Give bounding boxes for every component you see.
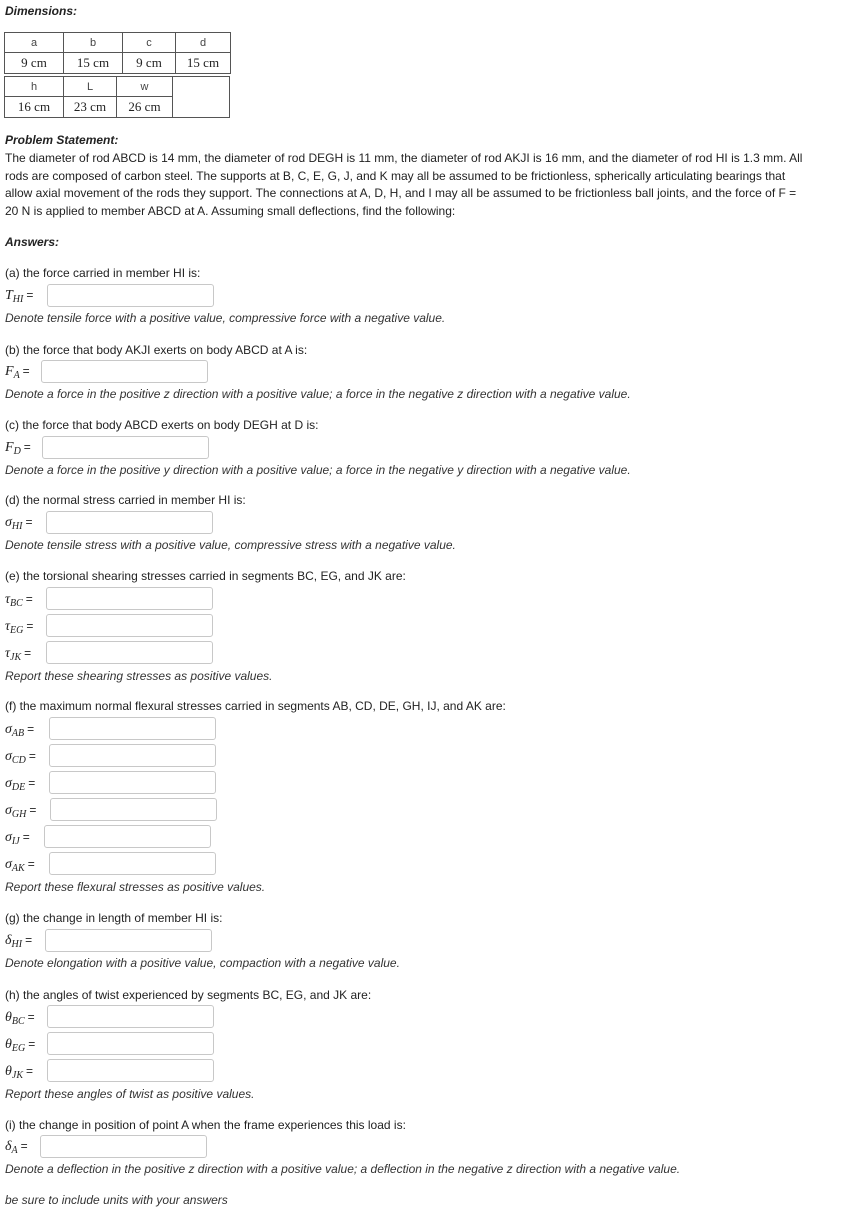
label-F-A: $F_A$ =: [5, 364, 30, 381]
dim-value-w: 26 cm: [117, 97, 173, 118]
dim-value-L: 23 cm: [64, 97, 117, 118]
problem-line: allow axial movement of the rods they support. The connections at A, D, H, and I may all be assumed to be frictionless ball joints, and the force of F =: [5, 186, 797, 200]
question-i: (i) the change in position of point A when the frame experiences this load is:: [5, 1118, 406, 1132]
problem-line: 20 N is applied to member ABCD at A. Assuming small deflections, find the following:: [5, 203, 456, 218]
dimensions-table-2: [4, 76, 230, 118]
question-b: (b) the force that body AKJI exerts on body ABCD at A is:: [5, 343, 308, 357]
dim-value-a: 9 cm: [5, 53, 64, 74]
answer-input-sigma-AB[interactable]: [49, 717, 216, 740]
answer-input-theta-EG[interactable]: [47, 1032, 214, 1055]
question-a: (a) the force carried in member HI is:: [5, 266, 201, 280]
note-c: Denote a force in the positive y direction with a positive value; a force in the negative y direction with a negative value.: [5, 463, 631, 477]
note-i: Denote a deflection in the positive z direction with a positive value; a deflection in the negative z direction with a negative value.: [5, 1162, 681, 1176]
dim-header-h: h: [5, 77, 64, 97]
note-d: Denote tensile stress with a positive value, compressive stress with a negative value.: [5, 538, 456, 552]
answer-input-delta-A[interactable]: [40, 1135, 207, 1158]
answer-input-sigma-CD[interactable]: [49, 744, 216, 767]
dim-header-b: b: [64, 33, 123, 53]
note-e: Report these shearing stresses as positive values.: [5, 669, 273, 683]
dim-value-h: 16 cm: [5, 97, 64, 118]
footer-note: be sure to include units with your answers: [5, 1193, 228, 1207]
label-sigma-CD: $\sigma_{CD}$ =: [5, 749, 36, 766]
label-F-D: $F_D$ =: [5, 440, 31, 457]
answer-input-sigma-IJ[interactable]: [44, 825, 211, 848]
label-sigma-IJ: $\sigma_{IJ}$ =: [5, 830, 30, 847]
answer-input-sigma-DE[interactable]: [49, 771, 216, 794]
answer-input-theta-BC[interactable]: [47, 1005, 214, 1028]
dimensions-table-1: [4, 32, 231, 74]
answer-input-tau-JK[interactable]: [46, 641, 213, 664]
label-theta-BC: $\theta_{BC}$ =: [5, 1010, 35, 1027]
answer-input-tau-EG[interactable]: [46, 614, 213, 637]
question-d: (d) the normal stress carried in member HI is:: [5, 493, 246, 507]
label-tau-BC: $\tau_{BC}$ =: [5, 592, 33, 609]
problem-line: The diameter of rod ABCD is 14 mm, the diameter of rod DEGH is 11 mm, the diameter of rod AKJI is 16 mm, and the diameter of rod HI is 1.3 mm. All: [5, 151, 803, 165]
question-g: (g) the change in length of member HI is:: [5, 911, 223, 925]
dim-header-a: a: [5, 33, 64, 53]
problem-statement: [5, 150, 845, 220]
dim-value-c: 9 cm: [123, 53, 176, 74]
answer-input-T-HI[interactable]: [47, 284, 214, 307]
question-c: (c) the force that body ABCD exerts on body DEGH at D is:: [5, 418, 319, 432]
answer-input-tau-BC[interactable]: [46, 587, 213, 610]
dim-empty-cell: [173, 77, 230, 118]
answer-input-F-D[interactable]: [42, 436, 209, 459]
label-sigma-GH: $\sigma_{GH}$ =: [5, 803, 37, 820]
answer-input-sigma-HI[interactable]: [46, 511, 213, 534]
dim-header-c: c: [123, 33, 176, 53]
question-f: (f) the maximum normal flexural stresses carried in segments AB, CD, DE, GH, IJ, and AK are:: [5, 699, 506, 713]
note-a: Denote tensile force with a positive value, compressive force with a negative value.: [5, 311, 446, 325]
label-sigma-AK: $\sigma_{AK}$ =: [5, 857, 35, 874]
answer-input-sigma-AK[interactable]: [49, 852, 216, 875]
label-tau-EG: $\tau_{EG}$ =: [5, 619, 34, 636]
dim-header-w: w: [117, 77, 173, 97]
dimensions-heading: Dimensions:: [5, 4, 78, 18]
dim-value-b: 15 cm: [64, 53, 123, 74]
answers-heading: Answers:: [5, 235, 60, 249]
label-sigma-AB: $\sigma_{AB}$ =: [5, 722, 35, 739]
dim-value-d: 15 cm: [176, 53, 231, 74]
answer-input-theta-JK[interactable]: [47, 1059, 214, 1082]
answer-input-sigma-GH[interactable]: [50, 798, 217, 821]
label-T-HI: $T_{HI}$ =: [5, 288, 34, 305]
problem-heading: Problem Statement:: [5, 133, 119, 147]
note-h: Report these angles of twist as positive values.: [5, 1087, 255, 1101]
problem-line: rods are composed of carbon steel. The supports at B, C, E, G, J, and K may all be assumed to be frictionless, spherically articulating bearings that: [5, 168, 786, 183]
label-sigma-HI: $\sigma_{HI}$ =: [5, 515, 33, 532]
answer-input-delta-HI[interactable]: [45, 929, 212, 952]
note-f: Report these flexural stresses as positive values.: [5, 880, 266, 894]
label-delta-HI: $\delta_{HI}$ =: [5, 933, 33, 950]
label-delta-A: $\delta_A$ =: [5, 1139, 28, 1156]
label-theta-EG: $\theta_{EG}$ =: [5, 1037, 36, 1054]
question-e: (e) the torsional shearing stresses carried in segments BC, EG, and JK are:: [5, 569, 406, 583]
note-b: Denote a force in the positive z direction with a positive value; a force in the negative z direction with a negative value.: [5, 387, 631, 401]
answer-input-F-A[interactable]: [41, 360, 208, 383]
note-g: Denote elongation with a positive value, compaction with a negative value.: [5, 956, 400, 970]
label-theta-JK: $\theta_{JK}$ =: [5, 1064, 34, 1081]
dim-header-L: L: [64, 77, 117, 97]
label-tau-JK: $\tau_{JK}$ =: [5, 646, 32, 663]
question-h: (h) the angles of twist experienced by segments BC, EG, and JK are:: [5, 988, 372, 1002]
dim-header-d: d: [176, 33, 231, 53]
label-sigma-DE: $\sigma_{DE}$ =: [5, 776, 36, 793]
